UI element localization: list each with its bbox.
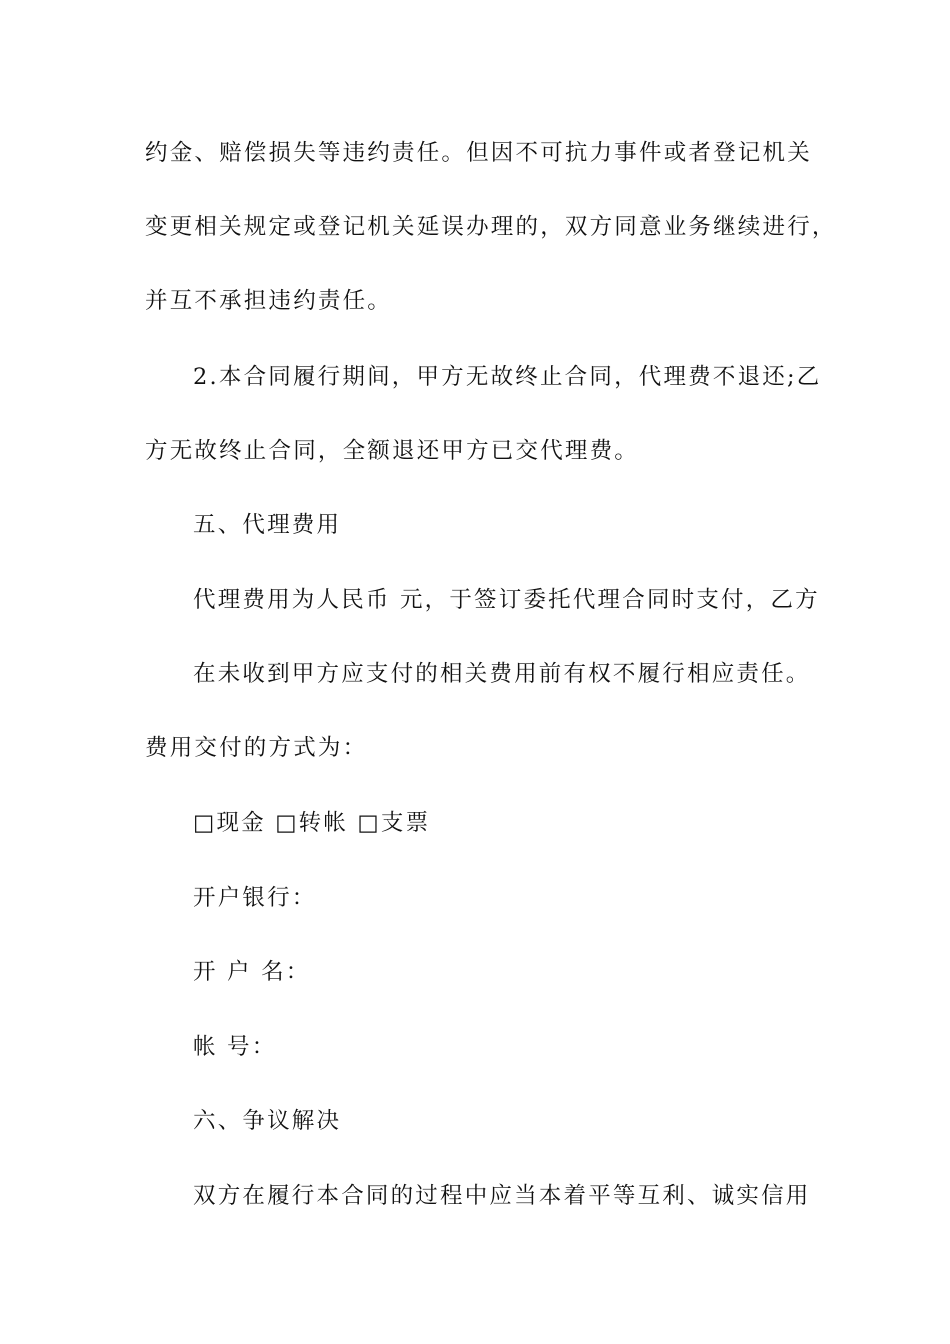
section-heading-dispute-resolution: 六、争议解决 — [193, 1108, 342, 1134]
payment-method-options: □现金 □转帐 □支票 — [193, 810, 431, 836]
bank-label: 开户银行： — [193, 885, 317, 911]
paragraph-line: 变更相关规定或登记机关延误办理的，双方同意业务继续进行， — [145, 214, 837, 240]
payment-method-label: 费用交付的方式为： — [145, 735, 368, 761]
paragraph-line: 约金、赔偿损失等违约责任。但因不可抗力事件或者登记机关 — [145, 140, 812, 166]
fee-paragraph-line: 代理费用为人民币 元，于签订委托代理合同时支付，乙方 — [193, 587, 820, 613]
section-heading-agency-fee: 五、代理费用 — [193, 512, 342, 538]
fee-paragraph-line: 在未收到甲方应支付的相关费用前有权不履行相应责任。 — [193, 661, 811, 687]
dispute-paragraph-line: 双方在履行本合同的过程中应当本着平等互利、诚实信用 — [193, 1183, 811, 1209]
account-name-label: 开 户 名： — [193, 959, 311, 985]
paragraph-line: 并互不承担违约责任。 — [145, 288, 393, 314]
clause-2-line: 2.本合同履行期间，甲方无故终止合同，代理费不退还;乙 — [193, 364, 822, 390]
account-number-label: 帐 号： — [193, 1034, 277, 1060]
clause-2-line: 方无故终止合同，全额退还甲方已交代理费。 — [145, 438, 640, 464]
